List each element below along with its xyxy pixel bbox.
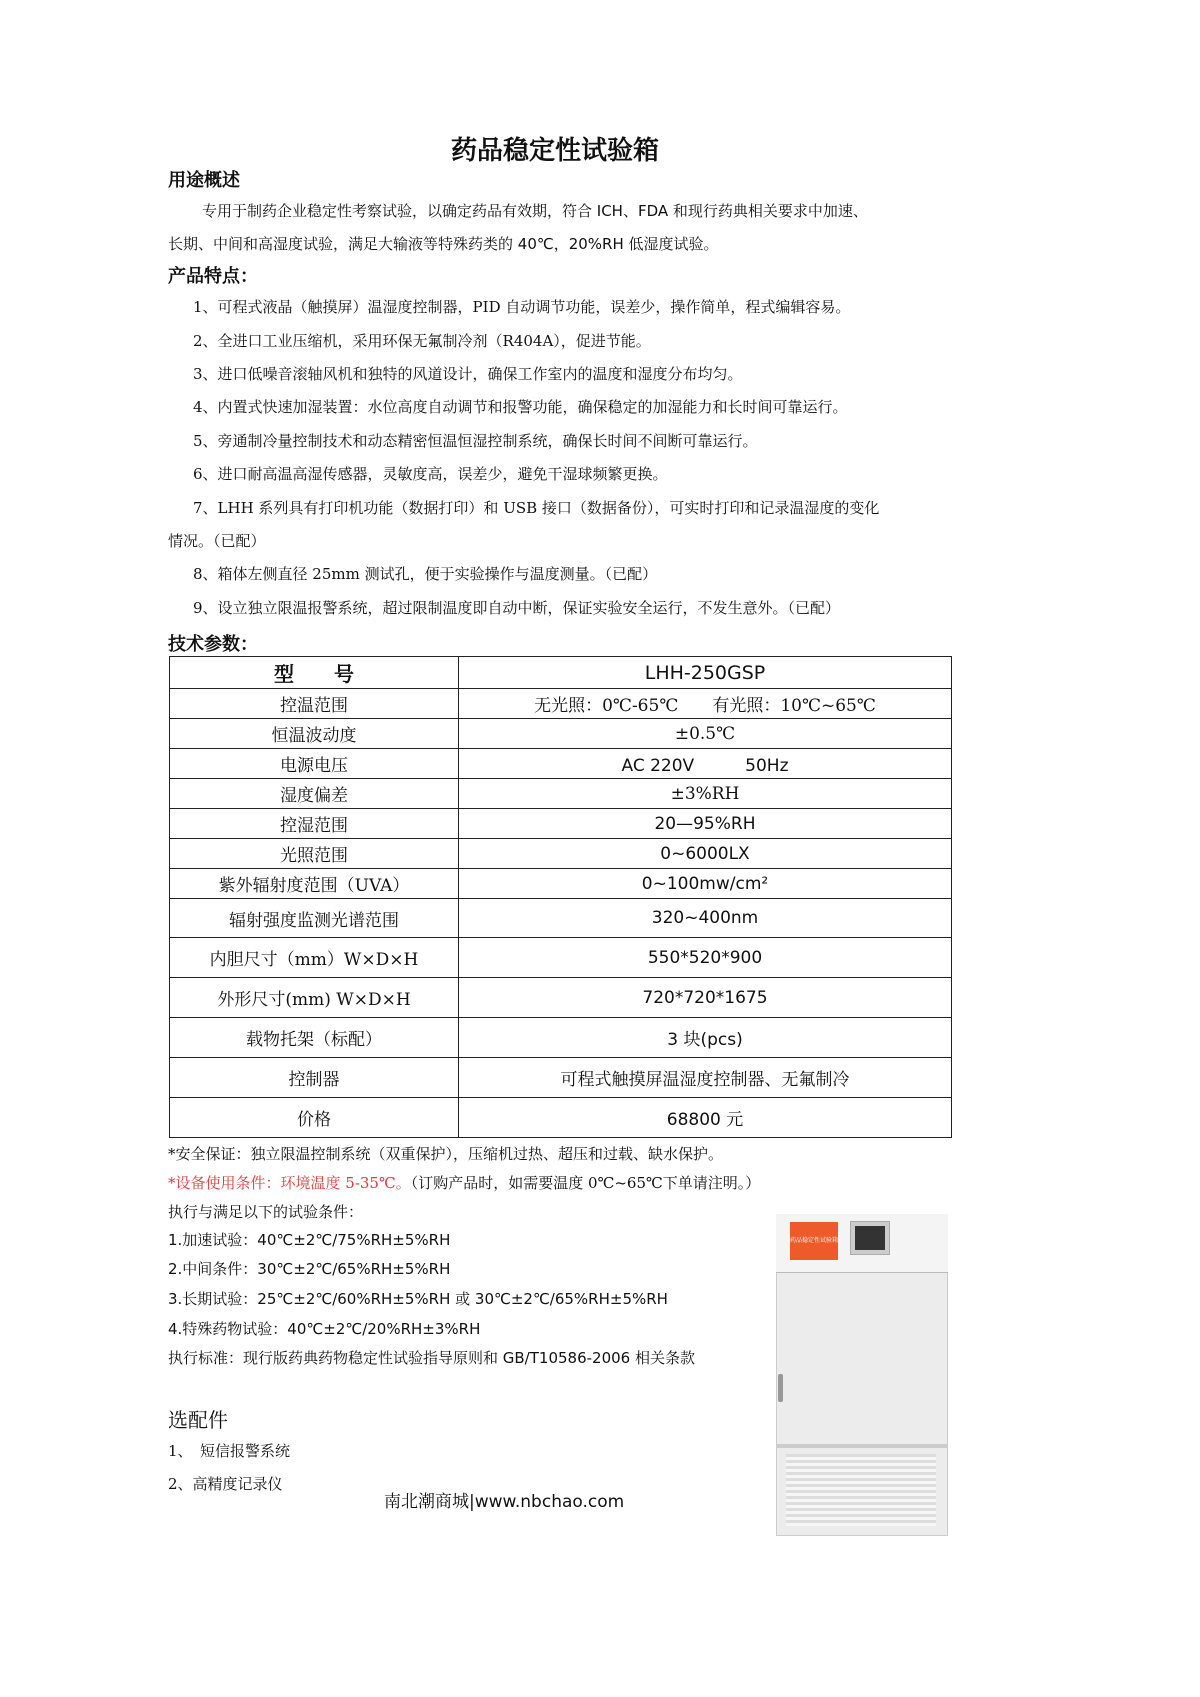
- spec-value: 550*520*900: [459, 938, 952, 978]
- usage-line: 长期、中间和高湿度试验，满足大输液等特殊药类的 40℃，20%RH 低湿度试验。: [168, 235, 719, 253]
- test-condition: 2.中间条件：30℃±2℃/65%RH±5%RH: [168, 1260, 451, 1278]
- table-row: [170, 938, 952, 978]
- feature-item: 3、进口低噪音滚轴风机和独特的风道设计，确保工作室内的温度和湿度分布均匀。: [193, 365, 743, 383]
- features-heading: 产品特点：: [168, 266, 258, 287]
- standard-note: 执行标准：现行版药典药物稳定性试验指导原则和 GB/T10586-2006 相关条款: [168, 1349, 695, 1367]
- table-row: [170, 779, 952, 809]
- spec-label: 型 号: [170, 657, 459, 689]
- spec-label: 光照范围: [170, 839, 459, 869]
- options-heading: 选配件: [168, 1408, 228, 1432]
- spec-value: LHH-250GSP: [459, 657, 952, 689]
- table-row: [170, 869, 952, 899]
- spec-value: 0~6000LX: [459, 839, 952, 869]
- spec-value: 20—95%RH: [459, 809, 952, 839]
- usage-heading: 用途概述: [168, 170, 240, 191]
- feature-item: 6、进口耐高温高湿传感器，灵敏度高，误差少，避免干湿球频繁更换。: [193, 465, 668, 483]
- table-row: [170, 749, 952, 779]
- feature-item: 2、全进口工业压缩机，采用环保无氟制冷剂（R404A），促进节能。: [193, 332, 651, 350]
- feature-item: 1、可程式液晶（触摸屏）温湿度控制器，PID 自动调节功能，误差少，操作简单，程式编辑容易。: [193, 298, 851, 316]
- table-row: [170, 719, 952, 749]
- spec-value: 3 块(pcs): [459, 1018, 952, 1058]
- condition-rest: （订购产品时，如需要温度 0℃~65℃下单请注明。）: [410, 1174, 761, 1192]
- product-image: [776, 1214, 948, 1536]
- feature-item: 5、旁通制冷量控制技术和动态精密恒温恒湿控制系统，确保长时间不间断可靠运行。: [193, 432, 758, 450]
- page-title: 药品稳定性试验箱: [450, 136, 659, 166]
- spec-label: 电源电压: [170, 749, 459, 779]
- feature-item: 8、箱体左侧直径 25mm 测试孔，便于实验操作与温度测量。（已配）: [193, 565, 658, 583]
- table-row: [170, 1058, 952, 1098]
- spec-value: 0~100mw/cm²: [459, 869, 952, 899]
- specs-table: [169, 656, 952, 1138]
- feature-item: 4、内置式快速加湿装置：水位高度自动调节和报警功能，确保稳定的加湿能力和长时间可靠运行。: [193, 398, 848, 416]
- spec-label: 价格: [170, 1098, 459, 1138]
- test-condition: 4.特殊药物试验：40℃±2℃/20%RH±3%RH: [168, 1320, 481, 1338]
- feature-item: 情况。（已配）: [168, 532, 266, 550]
- feature-item: 9、设立独立限温报警系统，超过限制温度即自动中断，保证实验安全运行，不发生意外。（已配）: [193, 599, 841, 617]
- spec-label: 载物托架（标配）: [170, 1018, 459, 1058]
- spec-label: 内胆尺寸（mm）W×D×H: [170, 938, 459, 978]
- table-row: [170, 809, 952, 839]
- spec-label: 辐射强度监测光谱范围: [170, 899, 459, 938]
- condition-note: [168, 1172, 760, 1193]
- table-row: [170, 1018, 952, 1058]
- spec-value: ±0.5℃: [459, 719, 952, 749]
- table-row: [170, 839, 952, 869]
- spec-label: 控温范围: [170, 689, 459, 719]
- tests-heading: 执行与满足以下的试验条件：: [168, 1203, 364, 1221]
- spec-label: 恒温波动度: [170, 719, 459, 749]
- table-row: [170, 899, 952, 938]
- table-row: [170, 689, 952, 719]
- test-condition: 1.加速试验：40℃±2℃/75%RH±5%RH: [168, 1231, 451, 1249]
- option-item: 2、高精度记录仪: [168, 1475, 283, 1493]
- condition-red: *设备使用条件：环境温度 5-35℃。: [168, 1174, 411, 1192]
- spec-label: 控制器: [170, 1058, 459, 1098]
- safety-note: *安全保证：独立限温控制系统（双重保护），压缩机过热、超压和过载、缺水保护。: [168, 1145, 724, 1163]
- spec-label: 湿度偏差: [170, 779, 459, 809]
- door-handle-icon: [778, 1374, 783, 1402]
- footer-link[interactable]: 南北潮商城|www.nbchao.com: [384, 1492, 625, 1512]
- feature-item: 7、LHH 系列具有打印机功能（数据打印）和 USB 接口（数据备份），可实时打印和记录温湿度的变化: [193, 499, 880, 517]
- spec-value: AC 220V 50Hz: [459, 749, 952, 779]
- spec-value: 可程式触摸屏温湿度控制器、无氟制冷: [459, 1058, 952, 1098]
- spec-value: ±3%RH: [459, 779, 952, 809]
- spec-label: 外形尺寸(mm) W×D×H: [170, 978, 459, 1018]
- spec-value: 68800 元: [459, 1098, 952, 1138]
- test-condition: 3.长期试验：25℃±2℃/60%RH±5%RH 或 30℃±2℃/65%RH±5%RH: [168, 1290, 668, 1308]
- vent-grille: [786, 1454, 936, 1526]
- spec-value: 720*720*1675: [459, 978, 952, 1018]
- spec-label: 紫外辐射度范围（UVA）: [170, 869, 459, 899]
- specs-heading: 技术参数：: [168, 634, 258, 655]
- table-row: [170, 1098, 952, 1138]
- usage-line: 专用于制药企业稳定性考察试验，以确定药品有效期，符合 ICH、FDA 和现行药典相关要求中加速、: [202, 202, 868, 220]
- table-row: [170, 657, 952, 689]
- table-row: [170, 978, 952, 1018]
- spec-value: 320~400nm: [459, 899, 952, 938]
- spec-label: 控湿范围: [170, 809, 459, 839]
- option-item: 1、 短信报警系统: [168, 1442, 291, 1460]
- spec-value: 无光照：0℃-65℃ 有光照：10℃~65℃: [459, 689, 952, 719]
- product-label: 药品稳定性试验箱: [790, 1222, 838, 1260]
